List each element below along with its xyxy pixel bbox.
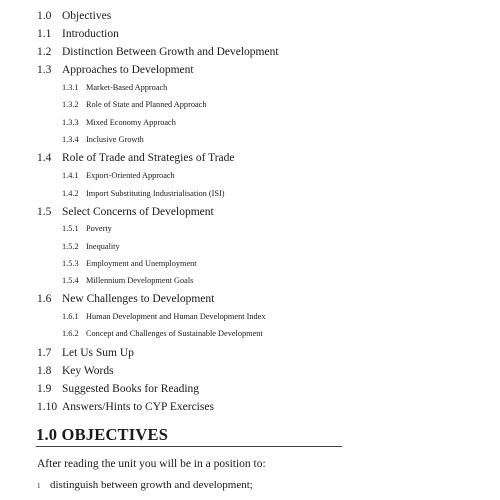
- toc-entry-title: New Challenges to Development: [62, 293, 215, 305]
- toc-entry-number: 1.3.2: [62, 100, 79, 109]
- toc-entry-number: 1.5.3: [62, 259, 79, 268]
- toc-entry-number: 1.5: [37, 206, 52, 218]
- toc-entry-number: 1.0: [37, 10, 52, 22]
- toc-entry-number: 1.9: [37, 383, 52, 395]
- toc-entry-title: Market-Based Approach: [86, 83, 168, 92]
- toc-entry-number: 1.5.1: [62, 224, 79, 233]
- toc-entry-number: 1.6: [37, 293, 52, 305]
- section-intro-text: After reading the unit you will be in a position to:: [37, 458, 266, 470]
- toc-entry-title: Employment and Unemployment: [86, 259, 197, 268]
- toc-entry-title: Mixed Economy Approach: [86, 118, 176, 127]
- toc-entry-title: Answers/Hints to CYP Exercises: [62, 401, 214, 413]
- toc-entry-title: Role of State and Planned Approach: [86, 100, 207, 109]
- toc-entry-title: Distinction Between Growth and Development: [62, 46, 279, 58]
- section-heading: [36, 426, 342, 447]
- toc-entry-number: 1.3.3: [62, 118, 79, 127]
- toc-entry-number: 1.3.4: [62, 135, 79, 144]
- bullet-marker: 1: [37, 482, 41, 490]
- toc-entry-title: Human Development and Human Development Index: [86, 312, 266, 321]
- section-heading-title: 1.0 OBJECTIVES: [36, 425, 169, 444]
- toc-entry-title: Inclusive Growth: [86, 135, 144, 144]
- toc-entry-title: Key Words: [62, 365, 114, 377]
- toc-entry-number: 1.3.1: [62, 83, 79, 92]
- toc-entry-number: 1.6.1: [62, 312, 79, 321]
- toc-entry-title: Inequality: [86, 242, 120, 251]
- toc-entry-title: Select Concerns of Development: [62, 206, 214, 218]
- objective-text: distinguish between growth and development;: [50, 479, 253, 491]
- toc-entry-number: 1.4.2: [62, 189, 79, 198]
- toc-entry-number: 1.3: [37, 64, 52, 76]
- toc-entry-title: Millennium Development Goals: [86, 276, 194, 285]
- toc-entry-number: 1.7: [37, 347, 52, 359]
- toc-entry-title: Introduction: [62, 28, 119, 40]
- toc-entry-number: 1.4.1: [62, 171, 79, 180]
- toc-entry-number: 1.1: [37, 28, 52, 40]
- toc-entry-number: 1.10: [37, 401, 58, 413]
- toc-entry-title: Import Substituting Industrialisation (ISI): [86, 189, 225, 198]
- toc-entry-title: Concept and Challenges of Sustainable Development: [86, 329, 263, 338]
- toc-entry-title: Suggested Books for Reading: [62, 383, 200, 395]
- toc-entry-title: Role of Trade and Strategies of Trade: [62, 152, 235, 164]
- toc-entry-number: 1.8: [37, 365, 52, 377]
- toc-entry-number: 1.5.2: [62, 242, 79, 251]
- toc-entry-number: 1.6.2: [62, 329, 79, 338]
- toc-entry-number: 1.5.4: [62, 276, 79, 285]
- toc-entry-number: 1.4: [37, 152, 52, 164]
- toc-entry-title: Let Us Sum Up: [62, 347, 134, 359]
- toc-entry-number: 1.2: [37, 46, 52, 58]
- toc-entry-title: Objectives: [62, 10, 112, 22]
- toc-entry-title: Poverty: [86, 224, 112, 233]
- toc-entry-title: Approaches to Development: [62, 64, 194, 76]
- toc-entry-title: Export-Oriented Approach: [86, 171, 175, 180]
